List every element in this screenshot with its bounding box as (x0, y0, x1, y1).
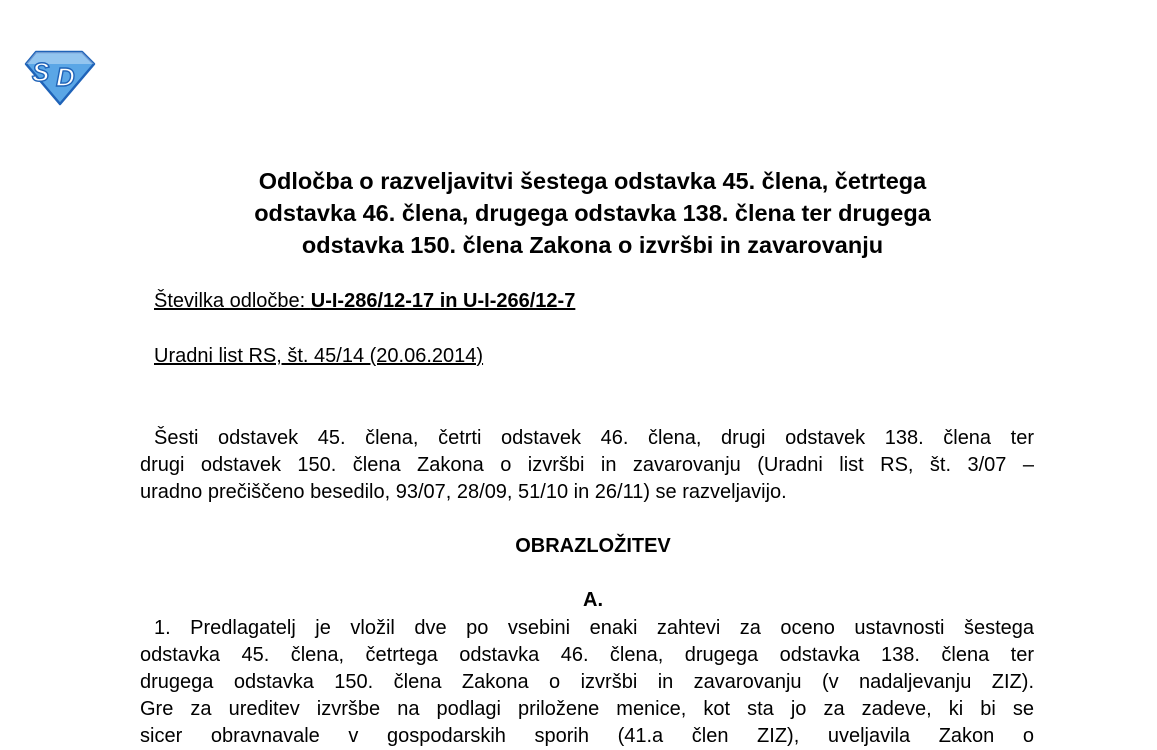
svg-text:S: S (32, 57, 50, 87)
ruling-paragraph (140, 425, 1034, 506)
decision-number-line (154, 290, 575, 313)
section-a-line: sicer obravnavale v gospodarskih sporih (41.a člen ZIZ), uveljavila Zakon o (140, 725, 1034, 747)
decision-number-label: Številka odločbe: (154, 290, 311, 312)
section-a-line: drugega odstavka 150. člena Zakona o izvršbi in zavarovanju (v nadaljevanju ZIZ). (140, 671, 1034, 693)
section-a-paragraph (140, 615, 1034, 750)
sd-logo (22, 48, 96, 106)
section-a-line: 1. Predlagatelj je vložil dve po vsebini enaki zahtevi za oceno ustavnosti šestega (154, 617, 1034, 639)
decision-number: U-I-286/12-17 in U-I-266/12-7 (310, 290, 576, 312)
ruling-line: Šesti odstavek 45. člena, četrti odstavek 46. člena, drugi odstavek 138. člena ter (154, 427, 1034, 449)
svg-text:D: D (56, 62, 75, 92)
section-a-heading: A. (583, 589, 603, 611)
reasoning-heading: OBRAZLOŽITEV (515, 535, 671, 557)
ruling-line: uradno prečiščeno besedilo, 93/07, 28/09, 51/10 in 26/11) se razveljavijo. (140, 481, 787, 503)
ruling-line: drugi odstavek 150. člena Zakona o izvršbi in zavarovanju (Uradni list RS, št. 3/07 – (140, 454, 1034, 476)
title-line: odstavka 46. člena, drugega odstavka 138. člena ter drugega (254, 200, 931, 226)
gazette-reference: Uradni list RS, št. 45/14 (20.06.2014) (154, 345, 484, 367)
title-line: Odločba o razveljavitvi šestega odstavka 45. člena, četrtega (258, 168, 927, 194)
title-line: odstavka 150. člena Zakona o izvršbi in zavarovanju (301, 232, 884, 258)
section-a-line: Gre za ureditev izvršbe na podlagi priložene menice, kot sta jo za zadeve, ki bi se (140, 698, 1034, 720)
section-a-line: odstavka 45. člena, četrtega odstavka 46. člena, drugega odstavka 138. člena ter (140, 644, 1034, 666)
document-title (150, 165, 1035, 261)
